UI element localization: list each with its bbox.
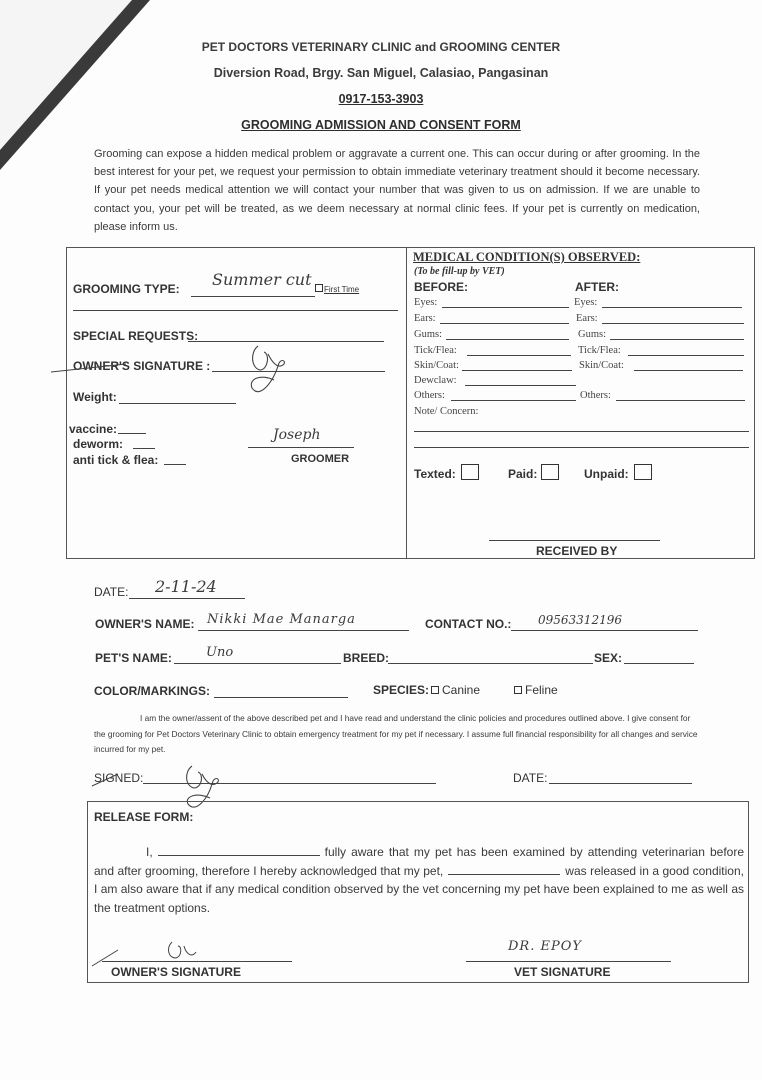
owner-name-line (198, 630, 409, 631)
vaccine-label: vaccine: (69, 422, 118, 436)
before-skincoat-line[interactable] (462, 370, 572, 371)
release-owner-signature-line[interactable] (102, 961, 292, 962)
vet-signature-label: VET SIGNATURE (514, 965, 611, 979)
release-form-title: RELEASE FORM: (94, 810, 194, 824)
unpaid-checkbox[interactable] (634, 464, 652, 480)
consent-text: I am the owner/assent of the above described pet and I have read and understand the clinic policies and procedures outlined above. I give consent for the grooming for Pet Doctors Veterinary Clinic to obtain emergency treatment for my pet if necessary. I assume full financial responsibility for all changes and service incurred for my pet. (94, 713, 698, 754)
after-eyes-label: Eyes: (574, 297, 598, 308)
contact-label: CONTACT NO.: (425, 617, 512, 631)
medical-subtitle: (To be fill-up by VET) (414, 266, 505, 277)
weight-label: Weight: (73, 390, 117, 404)
after-others-line[interactable] (616, 400, 745, 401)
medical-title: MEDICAL CONDITION(S) OBSERVED: (413, 250, 641, 264)
pet-name-value[interactable]: Uno (206, 645, 234, 660)
before-others-line[interactable] (451, 400, 576, 401)
release-owner-name-blank[interactable] (158, 845, 320, 856)
owner-name-value[interactable]: Nikki Mae Manarga (207, 612, 356, 627)
sex-label: SEX: (594, 651, 623, 665)
received-by-line[interactable] (489, 540, 660, 541)
before-tickflea-label: Tick/Flea: (414, 345, 457, 356)
form-title: GROOMING ADMISSION AND CONSENT FORM (241, 118, 521, 132)
release-text-1: fully aware that my pet has been examined by attending veterinarian before and after grooming, therefore I hereby acknowledged that my pet, (94, 845, 744, 878)
groomer-name-value[interactable]: Joseph (273, 427, 321, 443)
after-eyes-line[interactable] (602, 307, 742, 308)
groomer-label: GROOMER (291, 453, 350, 465)
before-dewclaw-label: Dewclaw: (414, 375, 457, 386)
consent-paragraph (94, 711, 700, 758)
date-line (129, 598, 245, 599)
first-time-checkbox[interactable] (315, 284, 323, 292)
canine-label: Canine (442, 683, 481, 697)
box-divider (406, 247, 407, 559)
grooming-type-label: GROOMING TYPE: (73, 282, 180, 296)
signed-date-line[interactable] (549, 783, 692, 784)
anti-tick-line (164, 464, 186, 465)
intro-paragraph: Grooming can expose a hidden medical problem or aggravate a current one. This can occur during or after grooming. In the best interest for your pet, we request your permission to obtain immediate veterinary treatment should it become necessary. If your pet needs medical attention we will contact your number that was given to us on admission. If we are unable to contact you, your pet will be treated, as we deem necessary at normal clinic fees. If your pet is currently on medication, please inform us. (94, 148, 700, 233)
grooming-type-extra-line (73, 310, 398, 311)
pet-name-line (174, 663, 341, 664)
texted-checkbox[interactable] (461, 464, 479, 480)
grooming-type-value[interactable]: Summer cut (212, 270, 312, 289)
received-by-label: RECEIVED BY (536, 544, 618, 558)
after-label: AFTER: (575, 280, 619, 294)
date-label: DATE: (94, 585, 129, 599)
groomer-line (248, 447, 354, 448)
clinic-name: PET DOCTORS VETERINARY CLINIC and GROOMING CENTER (201, 40, 561, 54)
first-time-label: First Time (324, 285, 360, 294)
before-tickflea-line[interactable] (467, 355, 571, 356)
after-tickflea-label: Tick/Flea: (578, 345, 621, 356)
canine-checkbox[interactable] (431, 686, 439, 694)
after-ears-label: Ears: (576, 313, 598, 324)
clinic-phone: 0917-153-3903 (338, 92, 424, 106)
vet-signature-value[interactable]: DR. EPOY (508, 939, 582, 954)
before-gums-line[interactable] (446, 339, 569, 340)
anti-tick-label: anti tick & flea: (73, 453, 159, 467)
before-gums-label: Gums: (414, 329, 443, 340)
before-skincoat-label: Skin/Coat: (414, 360, 459, 371)
color-markings-line (214, 697, 348, 698)
pet-name-label: PET'S NAME: (95, 651, 172, 665)
before-label: BEFORE: (414, 280, 468, 294)
before-others-label: Others: (414, 390, 445, 401)
feline-checkbox[interactable] (514, 686, 522, 694)
before-eyes-line[interactable] (442, 307, 569, 308)
special-requests-label: SPECIAL REQUESTS: (73, 329, 199, 343)
grooming-type-line (191, 296, 315, 297)
signed-date-label: DATE: (513, 771, 548, 785)
unpaid-label: Unpaid: (584, 467, 629, 481)
clinic-address: Diversion Road, Brgy. San Miguel, Calasiao, Pangasinan (213, 66, 549, 80)
after-gums-line[interactable] (610, 339, 744, 340)
before-dewclaw-line[interactable] (465, 385, 576, 386)
after-skincoat-label: Skin/Coat: (579, 360, 624, 371)
owner-signature-label: OWNER'S SIGNATURE : (73, 359, 211, 373)
note-label: Note/ Concern: (414, 406, 479, 417)
paid-checkbox[interactable] (541, 464, 559, 480)
breed-label: BREED: (343, 651, 390, 665)
release-text-2: was released in a good condition, I am also aware that if any medical condition observed by the vet concerning my pet have been explained to me as well as the treatment options. (94, 863, 744, 915)
texted-label: Texted: (414, 467, 456, 481)
note-line-1[interactable] (414, 431, 749, 432)
note-line-2[interactable] (414, 447, 749, 448)
vaccine-line (118, 433, 146, 434)
color-markings-label: COLOR/MARKINGS: (94, 684, 210, 698)
date-value[interactable]: 2-11-24 (155, 577, 217, 596)
sex-line (624, 663, 694, 664)
vet-signature-line[interactable] (466, 961, 671, 962)
species-label: SPECIES: (373, 683, 430, 697)
deworm-label: deworm: (73, 437, 124, 451)
contact-line (511, 630, 698, 631)
paid-label: Paid: (508, 467, 538, 481)
after-tickflea-line[interactable] (628, 355, 744, 356)
release-owner-signature-label: OWNER'S SIGNATURE (111, 965, 241, 979)
breed-line (388, 663, 593, 664)
weight-line (119, 403, 236, 404)
after-gums-label: Gums: (578, 329, 607, 340)
after-ears-line[interactable] (602, 323, 744, 324)
deworm-line (133, 448, 155, 449)
before-ears-line[interactable] (440, 323, 569, 324)
contact-value[interactable]: 09563312196 (538, 613, 622, 627)
feline-label: Feline (525, 683, 558, 697)
after-others-label: Others: (580, 390, 611, 401)
release-paragraph (94, 843, 744, 917)
signed-label: SIGNED: (94, 771, 144, 785)
release-pet-name-blank[interactable] (448, 864, 560, 875)
owner-name-label: OWNER'S NAME: (95, 617, 195, 631)
before-ears-label: Ears: (414, 313, 436, 324)
release-i-label: I, (146, 845, 153, 859)
after-skincoat-line[interactable] (634, 370, 743, 371)
before-eyes-label: Eyes: (414, 297, 438, 308)
